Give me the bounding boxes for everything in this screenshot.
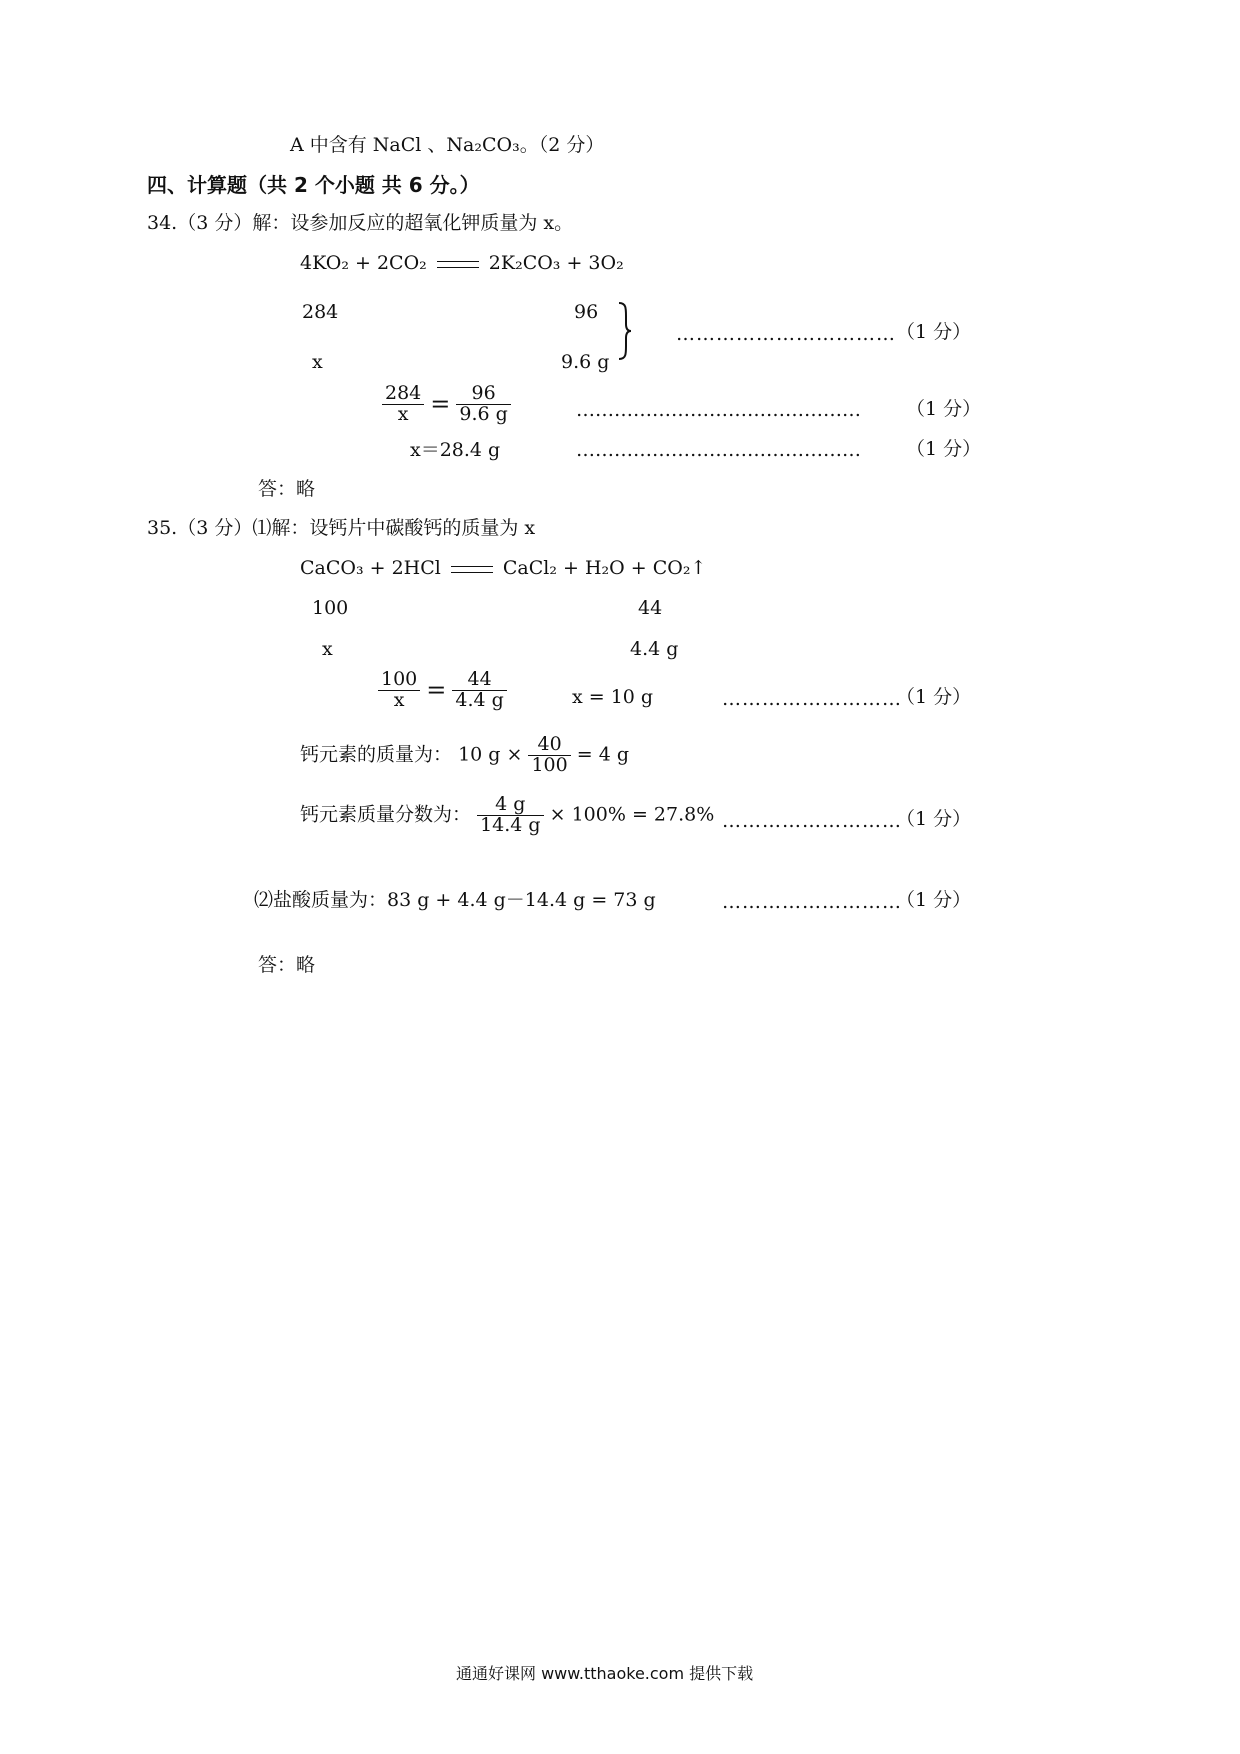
q34-score-2: （1 分） [906, 398, 982, 420]
q35-ratio [378, 670, 507, 711]
q35-mass-left: 100 [312, 597, 349, 619]
section-heading: 四、计算题（共 2 个小题 共 6 分。） [147, 173, 480, 197]
q35-score-1: （1 分） [896, 686, 972, 708]
q34-known-right: 9.6 g [561, 351, 610, 373]
q34-equation-left: 4KO₂ + 2CO₂ [300, 252, 427, 274]
q34-unknown-left: x [312, 351, 323, 373]
q34-ratio-right [456, 384, 510, 425]
q35-dots-2: ……………………… [722, 810, 902, 832]
q35-ratio-left [378, 670, 420, 711]
reaction-sign [437, 261, 479, 268]
ca-mass-prefix: 10 g × [458, 743, 523, 766]
q34-score-1: （1 分） [896, 321, 972, 343]
reaction-sign [451, 566, 493, 573]
q35-part2: ⑵盐酸质量为：83 g + 4.4 g－14.4 g = 73 g [254, 889, 656, 911]
q35-dots-3: ……………………… [722, 891, 902, 913]
fraction-numerator: 4 g [477, 795, 544, 816]
q34-intro: 34.（3 分）解：设参加反应的超氧化钾质量为 x。 [147, 212, 574, 234]
q35-answer: x = 10 g [572, 686, 654, 708]
fraction-denominator: 100 [531, 753, 568, 776]
q35-ca-fraction-line [300, 795, 714, 836]
q34-equation [300, 254, 624, 273]
q34-equation-right: 2K₂CO₃ + 3O₂ [488, 252, 624, 274]
fraction-denominator: 9.6 g [459, 402, 508, 425]
ca-mass-label: 钙元素的质量为： [300, 743, 453, 766]
q35-ca-mass-line [300, 735, 629, 776]
fraction-denominator: 4.4 g [455, 688, 504, 711]
q34-ratio [382, 384, 511, 425]
q35-unknown-left: x [322, 638, 333, 660]
page-footer: 通通好课网 www.tthaoke.com 提供下载 [456, 1664, 754, 1683]
q34-ratio-left [382, 384, 424, 425]
fraction-numerator: 100 [378, 670, 420, 691]
q35-ratio-right [452, 670, 506, 711]
q35-known-right: 4.4 g [630, 638, 679, 660]
q34-dots-3: ……………………………………… [576, 439, 861, 461]
q35-dots-1: ……………………… [722, 688, 902, 710]
fraction-denominator: 14.4 g [480, 813, 541, 836]
fraction-numerator: 96 [456, 384, 510, 405]
q34-score-3: （1 分） [906, 438, 982, 460]
q35-equation-left: CaCO₃ + 2HCl [300, 557, 441, 579]
fraction-numerator: 44 [452, 670, 506, 691]
q35-mass-right: 44 [638, 597, 663, 619]
fraction-denominator: x [393, 688, 405, 711]
ca-fraction-label: 钙元素质量分数为： [300, 803, 472, 826]
equals-sign: = [426, 676, 447, 705]
fraction-numerator: 284 [382, 384, 424, 405]
ca-fraction-result: × 100% = 27.8% [549, 803, 715, 826]
q35-score-2: （1 分） [896, 808, 972, 830]
q34-dots-1: …………………………… [676, 323, 896, 345]
fraction-denominator: x [397, 402, 409, 425]
q34-mass-right: 96 [574, 301, 599, 323]
ca-fraction [477, 795, 544, 836]
fraction-numerator: 40 [528, 735, 570, 756]
q34-answer: x＝28.4 g [410, 439, 501, 461]
q35-intro: 35.（3 分）⑴解：设钙片中碳酸钙的质量为 x [147, 517, 536, 539]
right-brace-icon [618, 302, 632, 360]
ca-mass-result: = 4 g [576, 743, 630, 766]
equals-sign: = [430, 390, 451, 419]
q34-mass-left: 284 [302, 301, 339, 323]
q35-equation [300, 559, 706, 578]
q34-conclusion: 答：略 [258, 478, 316, 500]
q34-dots-2: ……………………………………… [576, 399, 861, 421]
q35-score-3: （1 分） [896, 889, 972, 911]
q35-conclusion: 答：略 [258, 954, 316, 976]
q35-equation-right: CaCl₂ + H₂O + CO₂↑ [502, 557, 707, 579]
q33-answer-line: A 中含有 NaCl 、Na₂CO₃。（2 分） [290, 134, 605, 156]
ca-mass-fraction [528, 735, 570, 776]
